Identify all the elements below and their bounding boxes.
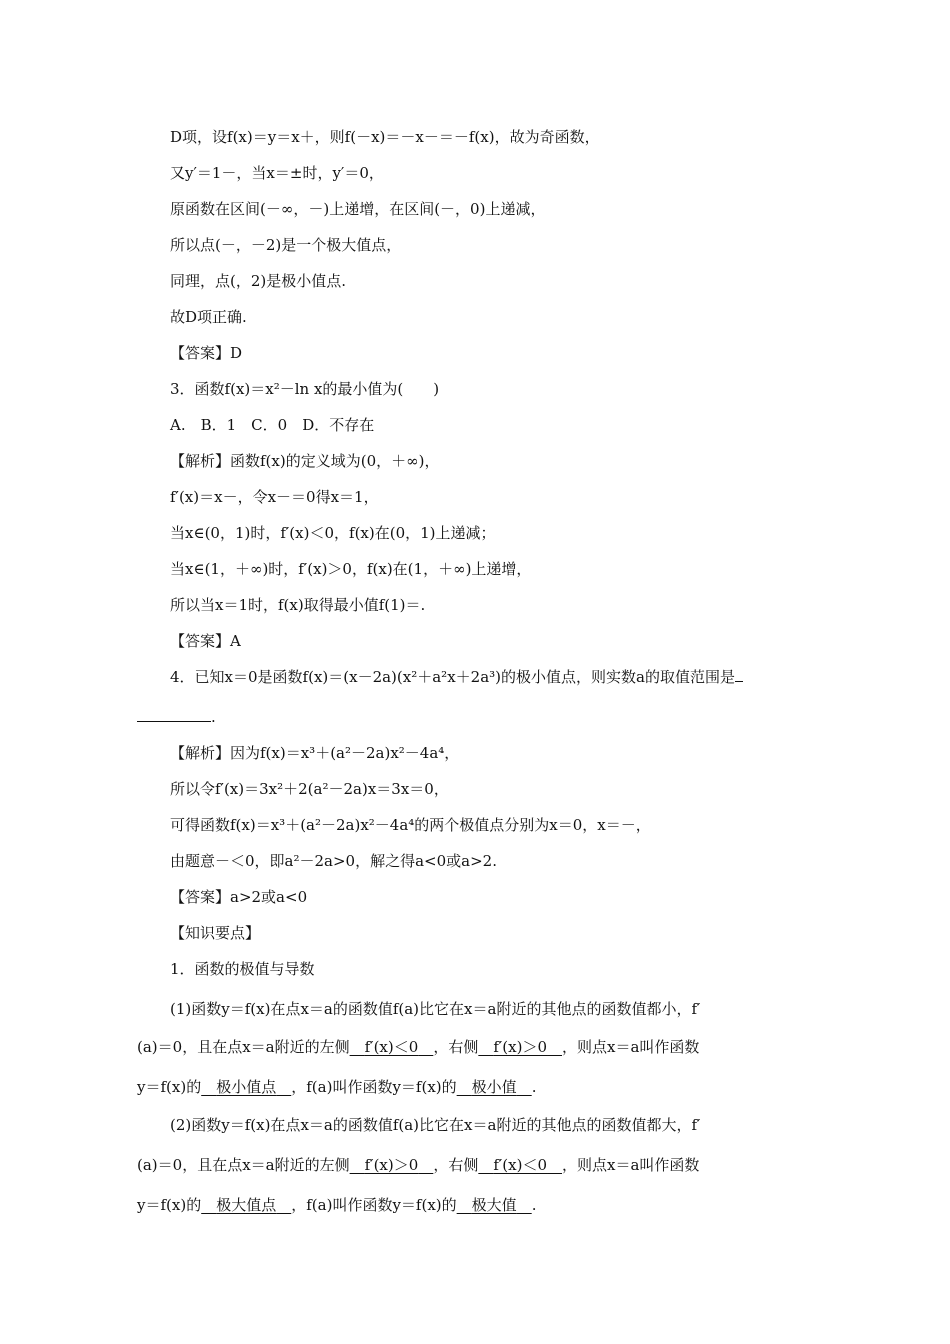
fill-blank-answer: 极小值 [471,1078,517,1096]
answer-blank [735,667,743,682]
text-line: 可得函数f(x)＝x³＋(a²－2a)x²－4a⁴的两个极值点分别为x＝0，x＝－， [170,816,651,834]
text-line: 【解析】因为f(x)＝x³＋(a²－2a)x²－4a⁴， [170,744,460,762]
section-heading: 【知识要点】 [170,924,261,942]
text-line: 【解析】函数f(x)的定义域为(0，＋∞)， [170,452,440,470]
paragraph-1-line-2: (a)＝0，且在点x＝a附近的左侧 f′(x)＜0 ，右侧 f′(x)＞0 ，则点x＝a叫作函数 [137,1038,700,1056]
subsection-heading: 1．函数的极值与导数 [170,960,315,978]
question-4-text: 4．已知x＝0是函数f(x)＝(x－2a)(x²＋a²x＋2a³)的极小值点，则实数a的取值范围是 [170,668,735,686]
answer-label: 【答案】a>2或a<0 [170,888,308,906]
text-line: 由题意－＜0，即a²－2a>0，解之得a<0或a>2. [170,852,497,870]
text-line: 又y′＝1－，当x＝±时，y′＝0， [170,164,384,182]
text-line: 当x∈(0，1)时，f′(x)＜0，f(x)在(0，1)上递减； [170,524,496,542]
answer-blank [137,707,211,722]
text-line: 所以令f′(x)＝3x²＋2(a²－2a)x＝3x＝0， [170,780,449,798]
paragraph-2-line-1: (2)函数y＝f(x)在点x＝a的函数值f(a)比它在x＝a附近的其他点的函数值都大，f′ [170,1116,701,1134]
text-line: D项，设f(x)＝y＝x＋，则f(－x)＝－x－＝－f(x)，故为奇函数， [170,128,600,146]
question-4 [170,666,743,688]
text-line: 故D项正确. [170,308,247,326]
question-3-options: A. B．1 C．0 D．不存在 [170,416,375,434]
text-line: 当x∈(1，＋∞)时，f′(x)＞0，f(x)在(1，＋∞)上递增， [170,560,532,578]
question-4-continued: . [137,706,216,728]
paragraph-1-line-3: y＝f(x)的 极小值点 ，f(a)叫作函数y＝f(x)的 极小值 . [137,1078,537,1096]
fill-blank-answer: 极大值点 [216,1196,277,1214]
paragraph-2-line-3: y＝f(x)的 极大值点 ，f(a)叫作函数y＝f(x)的 极大值 . [137,1196,537,1214]
fill-blank-answer: f′(x)＜0 [364,1038,419,1056]
text-line: 原函数在区间(－∞，－)上递增，在区间(－，0)上递减， [170,200,546,218]
text-line: f′(x)＝x－，令x－＝0得x＝1， [170,488,379,506]
text-line: 同理，点(，2)是极小值点. [170,272,347,290]
fill-blank-answer: f′(x)＞0 [364,1156,419,1174]
paragraph-1-line-1: (1)函数y＝f(x)在点x＝a的函数值f(a)比它在x＝a附近的其他点的函数值都小，f′ [170,1000,701,1018]
question-3: 3．函数f(x)＝x²－ln x的最小值为( ) [170,380,440,398]
fill-blank-answer: f′(x)＞0 [493,1038,548,1056]
answer-label: 【答案】A [170,632,241,650]
text-line: 所以当x＝1时，f(x)取得最小值f(1)＝. [170,596,426,614]
fill-blank-answer: 极大值 [471,1196,517,1214]
text-line: 所以点(－，－2)是一个极大值点， [170,236,402,254]
fill-blank-answer: f′(x)＜0 [493,1156,548,1174]
fill-blank-answer: 极小值点 [216,1078,277,1096]
paragraph-2-line-2: (a)＝0，且在点x＝a附近的左侧 f′(x)＞0 ，右侧 f′(x)＜0 ，则点x＝a叫作函数 [137,1156,700,1174]
answer-label: 【答案】D [170,344,243,362]
